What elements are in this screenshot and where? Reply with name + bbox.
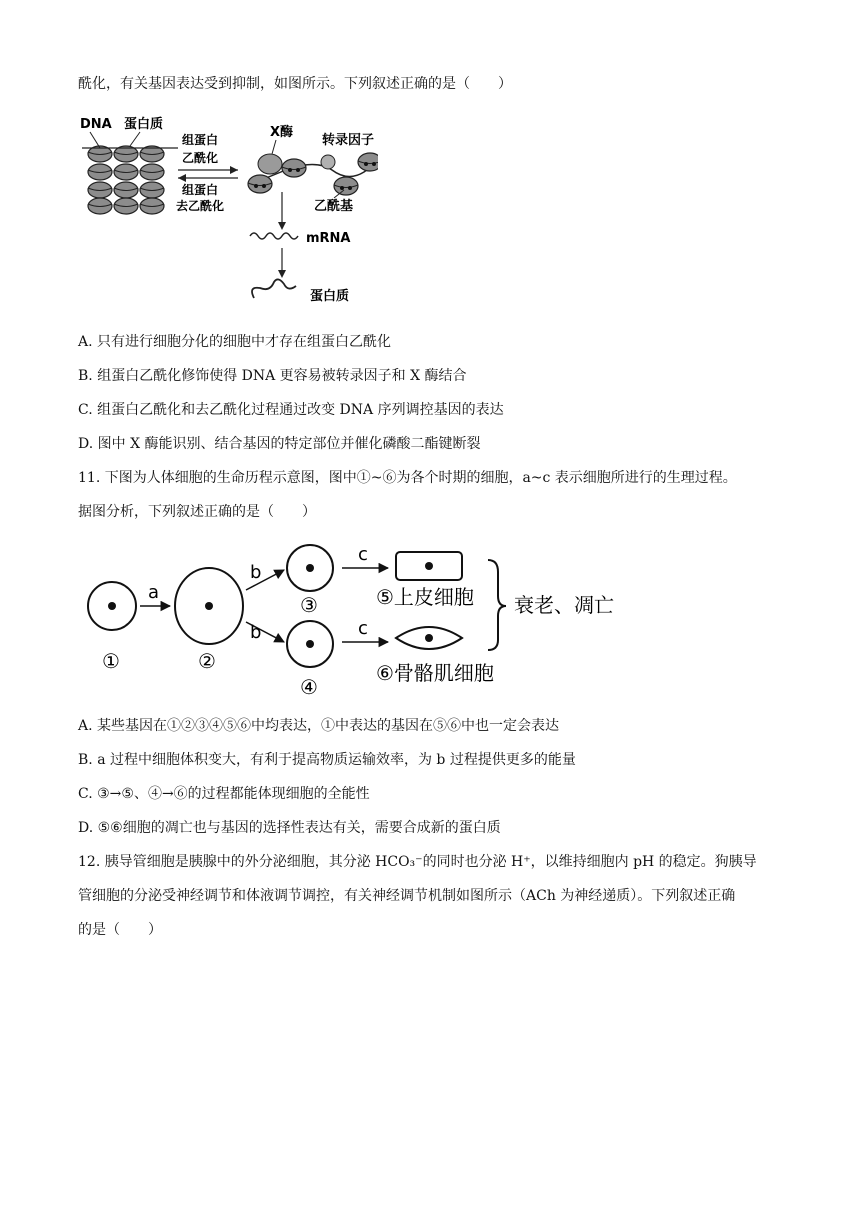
q12-stem-line-1: 12. 胰导管细胞是胰腺中的外分泌细胞，其分泌 HCO₃⁻的同时也分泌 H⁺，以维持细胞内 pH 的稳定。狗胰导: [78, 854, 757, 870]
label-acetyl: 乙酰基: [314, 199, 354, 214]
cell-6-label: ⑥骨骼肌细胞: [376, 661, 494, 685]
cell-2-label: ②: [198, 649, 216, 673]
q11-stem-line-1: 11. 下图为人体细胞的生命历程示意图，图中①~⑥为各个时期的细胞，a~c 表示细胞所进行的生理过程。: [78, 470, 737, 486]
cell-5-label: ⑤上皮细胞: [376, 585, 474, 609]
arrow-a-label: a: [148, 582, 160, 603]
condensed-chromatin: [82, 146, 178, 214]
mrna-icon: [250, 233, 298, 239]
protein-icon: [252, 279, 296, 298]
intro-line: 酰化，有关基因表达受到抑制，如图所示。下列叙述正确的是（ ）: [78, 76, 512, 92]
histone-acetylation-figure: [78, 112, 378, 312]
arrow-c-bottom-label: c: [358, 618, 368, 639]
cell-3-label: ③: [300, 593, 318, 617]
label-deacetylation-1: 组蛋白: [182, 183, 219, 197]
arrow-c-top-label: c: [358, 544, 368, 565]
label-protein-top: 蛋白质: [124, 117, 164, 132]
q10-option-d: D. 图中 X 酶能识别、结合基因的特定部位并催化磷酸二酯键断裂: [78, 436, 481, 452]
q12-stem-line-3: 的是（ ）: [78, 922, 162, 938]
q10-option-b: B. 组蛋白乙酰化修饰使得 DNA 更容易被转录因子和 X 酶结合: [78, 368, 467, 384]
transcription-factor-icon: [321, 155, 335, 169]
q10-option-a: A. 只有进行细胞分化的细胞中才存在组蛋白乙酰化: [78, 334, 392, 350]
cell-life-history-figure: [78, 538, 638, 698]
label-transcription-factor: 转录因子: [322, 133, 375, 148]
q10-option-c: C. 组蛋白乙酰化和去乙酰化过程通过改变 DNA 序列调控基因的表达: [78, 402, 504, 418]
q11-option-d: D. ⑤⑥细胞的凋亡也与基因的选择性表达有关，需要合成新的蛋白质: [78, 820, 501, 836]
label-protein-bottom: 蛋白质: [310, 289, 350, 304]
label-dna: DNA: [80, 117, 112, 132]
open-chromatin: [248, 153, 378, 195]
q12-stem-line-2: 管细胞的分泌受神经调节和体液调节调控，有关神经调节机制如图所示（ACh 为神经递质）。下列叙述正确: [78, 888, 736, 904]
arrow-b-top-label: b: [250, 562, 262, 583]
q11-stem-line-2: 据图分析，下列叙述正确的是（ ）: [78, 504, 316, 520]
label-acetylation-1: 组蛋白: [182, 133, 219, 147]
cell-1-label: ①: [102, 649, 120, 673]
q11-option-c: C. ③→⑤、④→⑥的过程都能体现细胞的全能性: [78, 786, 370, 802]
brace-label: 衰老、凋亡: [514, 593, 614, 617]
q11-option-b: B. a 过程中细胞体积变大，有利于提高物质运输效率，为 b 过程提供更多的能量: [78, 752, 576, 768]
label-acetylation-2: 乙酰化: [182, 151, 219, 165]
brace-icon: [488, 560, 506, 650]
arrow-b-bottom-label: b: [250, 622, 262, 643]
label-deacetylation-2: 去乙酰化: [176, 199, 225, 213]
label-x-enzyme: X酶: [270, 125, 294, 140]
label-mrna: mRNA: [306, 231, 351, 246]
q11-option-a: A. 某些基因在①②③④⑤⑥中均表达，①中表达的基因在⑤⑥中也一定会表达: [78, 718, 560, 734]
cell-4-label: ④: [300, 675, 318, 698]
x-enzyme-icon: [258, 154, 282, 174]
